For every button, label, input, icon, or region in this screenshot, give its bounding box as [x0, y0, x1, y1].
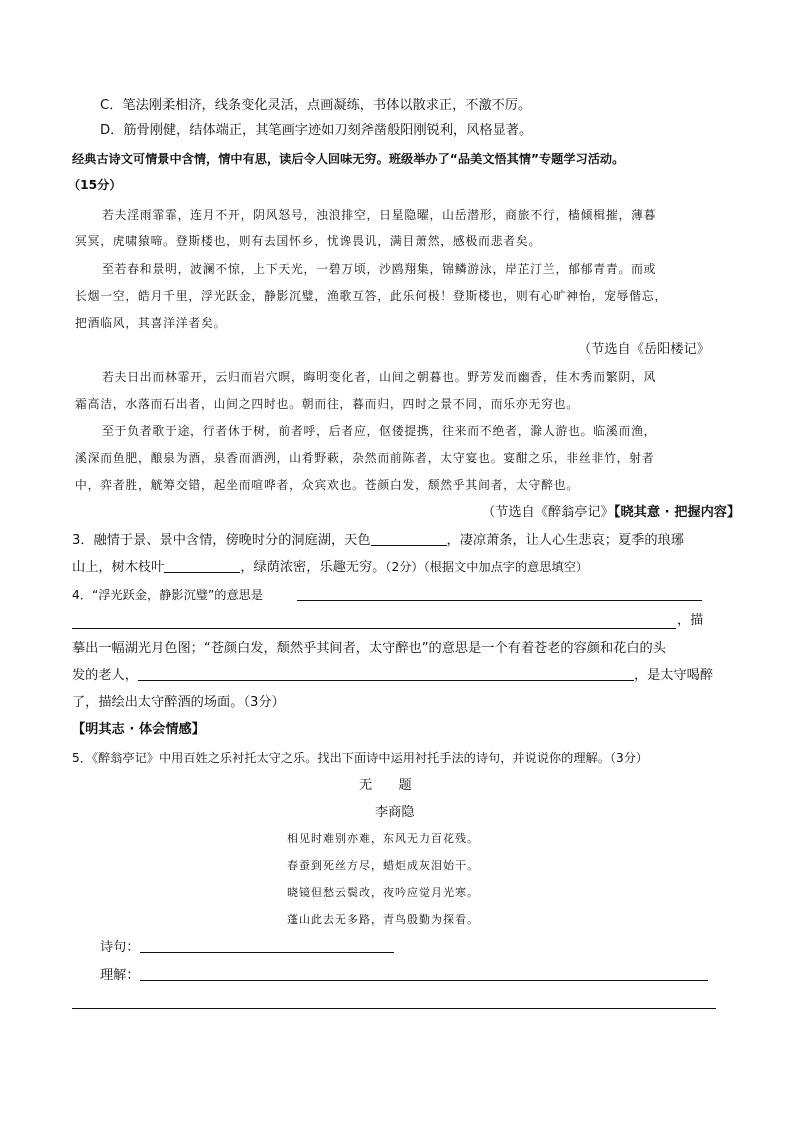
yueyang-source: （节选自《岳阳楼记》: [578, 342, 710, 357]
yueyang-p1-line2: 冥冥，虎啸猿啼。登斯楼也，则有去国怀乡，忧谗畏讥，满目萧然，感极而悲者矣。: [75, 234, 542, 248]
answer-understand-row: [100, 966, 708, 986]
yueyang-p2-line2: 长烟一空，皓月千里，浮光跃金，静影沉璧，渔歌互答，此乐何极！登斯楼也，则有心旷神怡，宠辱偕忘，: [75, 289, 668, 303]
yueyang-p2-line1: 至若春和景明，波澜不惊，上下天光，一碧万顷，沙鸥翔集，锦鳞游泳，岸芷汀兰，郁郁青青。而或: [102, 262, 657, 276]
answer-line-label: 诗句：: [100, 940, 140, 955]
q4-answer-line-1[interactable]: [297, 600, 702, 601]
question-4-line1: 4．“浮光跃金，静影沉璧”的意思是: [72, 588, 264, 602]
poem-title: 无 题: [359, 778, 412, 793]
section-heading: 经典古诗文可情景中含情，情中有思，读后令人回味无穷。班级举办了“品美文悟其情”专题学习活动。: [72, 152, 625, 166]
section-tag-emotion: 【明其志 · 体会情感】: [72, 722, 205, 737]
poem-line: 晓镜但愁云鬓改，夜吟应觉月光寒。: [287, 886, 479, 899]
q4-text-a: 发的老人，: [72, 668, 138, 683]
answer-extra-line[interactable]: [72, 1008, 716, 1009]
answer-line-row: [100, 938, 394, 958]
question-3-line2: [72, 557, 588, 578]
poem-line: 蓬山此去无多路，青鸟殷勤为探看。: [287, 913, 479, 926]
q3-text-b: ，凄凉萧条，让人心生悲哀；夏季的琅琊: [446, 533, 684, 548]
q3-text-a: 3．融情于景、景中含情，傍晚时分的洞庭湖，天色: [72, 533, 371, 548]
yueyang-p2-line3: 把酒临风，其喜洋洋者矣。: [75, 316, 227, 330]
zuiweng-source: [482, 503, 740, 523]
q3-blank-1[interactable]: [371, 531, 447, 546]
section-tag-content: 【晓其意 · 把握内容】: [613, 505, 741, 520]
poem-line: 春蚕到死丝方尽，蜡炬成灰泪始干。: [287, 859, 479, 872]
zuiweng-source-text: （节选自《醉翁亭记》: [482, 505, 614, 520]
section-score: （15分）: [68, 178, 122, 192]
q3-text-d: ，绿荫浓密，乐趣无穷。: [240, 560, 386, 575]
option-d: D．筋骨刚健，结体端正，其笔画字迹如刀刻斧凿般阳刚锐利，风格显著。: [100, 123, 533, 138]
q3-instruction: （2分）（根据文中加点字的意思填空）: [385, 560, 589, 574]
question-4-line3: 摹出一幅湖光月色图；“苍颜白发，颓然乎其间者，太守醉也”的意思是一个有着苍老的容颜和花白的头: [72, 641, 666, 656]
zuiweng-p2-line1: 至于负者歌于途，行者休于树，前者呼，后者应，伛偻提携，往来而不绝者，滁人游也。临溪而渔，: [102, 424, 657, 438]
zuiweng-p1-line1: 若夫日出而林霏开，云归而岩穴暝，晦明变化者，山间之朝暮也。野芳发而幽香，佳木秀而繁阴，风: [102, 370, 657, 384]
zuiweng-p2-line3: 中，弈者胜，觥筹交错，起坐而喧哗者，众宾欢也。苍颜白发，颓然乎其间者，太守醉也。: [75, 478, 579, 492]
yueyang-p1-line1: 若夫淫雨霏霏，连月不开，阴风怒号，浊浪排空，日星隐曜，山岳潜形，商旅不行，樯倾楫摧，薄暮: [102, 208, 657, 222]
question-3-line1: [72, 531, 684, 551]
q3-text-c: 山上，树木枝叶: [72, 560, 165, 575]
q4-text-b: ，是太守喝醉: [633, 668, 714, 683]
q4-blank-3[interactable]: [138, 666, 634, 681]
answer-line-blank[interactable]: [140, 938, 394, 953]
poem-line: 相见时难别亦难，东风无力百花残。: [287, 832, 479, 845]
q4-text-end: ，描: [677, 613, 704, 628]
answer-understand-blank[interactable]: [140, 966, 708, 981]
zuiweng-p2-line2: 溪深而鱼肥，酿泉为酒，泉香而酒洌，山肴野蔌，杂然而前陈者，太守宴也。宴酣之乐，非丝非竹，射者: [75, 451, 655, 465]
question-4-line5: 了，描绘出太守醉酒的场面。（3分）: [72, 695, 285, 710]
question-5: 5．《醉翁亭记》中用百姓之乐衬托太守之乐。找出下面诗中运用衬托手法的诗句，并说说你的理解。（3分）: [72, 751, 649, 765]
zuiweng-p1-line2: 霜高洁，水落而石出者，山间之四时也。朝而往，暮而归，四时之景不同，而乐亦无穷也。: [75, 397, 579, 411]
poem-author: 李商隐: [375, 805, 415, 820]
option-c: C．笔法刚柔相济，线条变化灵活，点画凝练，书体以散求正，不激不厉。: [100, 98, 532, 113]
question-4-line4: [72, 666, 713, 686]
q3-blank-2[interactable]: [164, 558, 240, 573]
q4-answer-line-2[interactable]: [72, 628, 676, 629]
answer-understand-label: 理解：: [100, 968, 140, 983]
